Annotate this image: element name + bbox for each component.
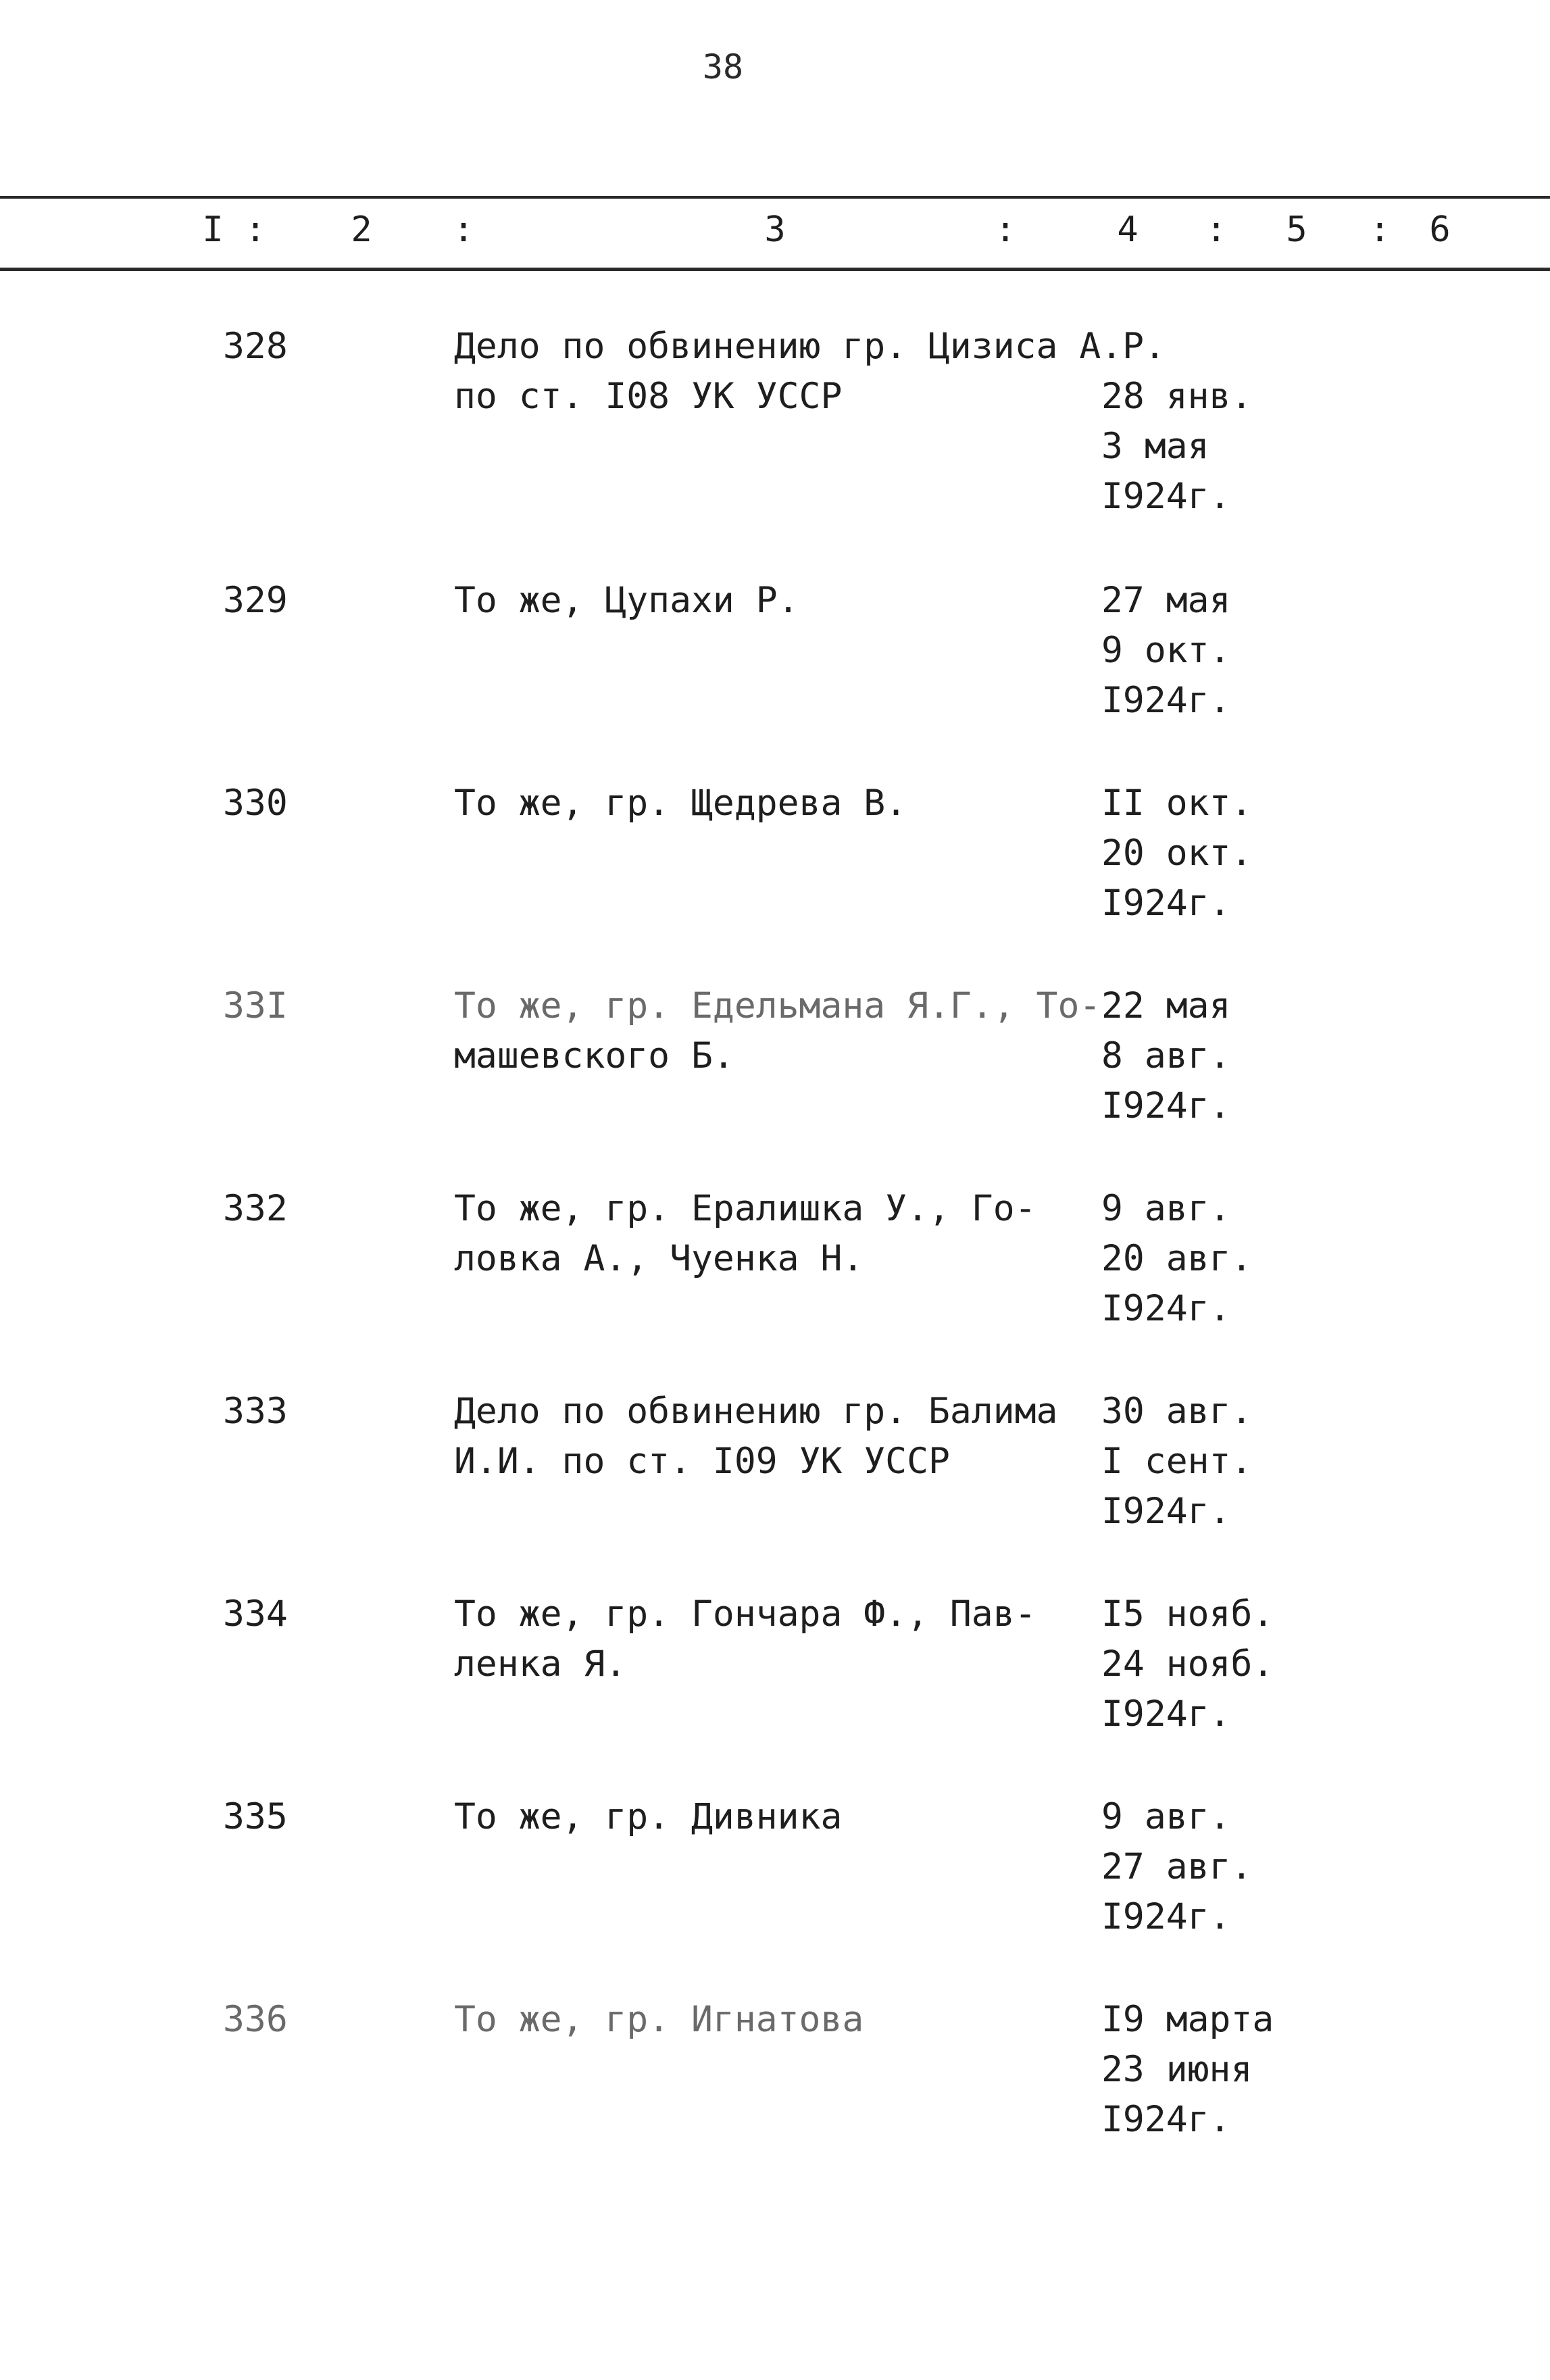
- date-start: I9 марта: [1101, 1999, 1274, 2040]
- list-item: [0, 576, 1550, 772]
- date-year: I924г.: [1101, 476, 1231, 517]
- list-item: [0, 778, 1550, 974]
- list-item: [0, 1184, 1550, 1380]
- date-start: 27 мая: [1101, 580, 1231, 621]
- column-separator: :: [1205, 209, 1227, 250]
- file-number: 333: [223, 1391, 288, 1432]
- list-item: [0, 1792, 1550, 1988]
- date-year: I924г.: [1101, 1085, 1231, 1126]
- description-line: по ст. I08 УК УССР: [454, 376, 843, 417]
- date-end: 27 авг.: [1101, 1846, 1253, 1887]
- date-start: 28 янв.: [1101, 376, 1253, 417]
- date-end: 8 авг.: [1101, 1035, 1231, 1076]
- date-end: I сент.: [1101, 1441, 1253, 1482]
- list-item: [0, 1589, 1550, 1785]
- date-year: I924г.: [1101, 1288, 1231, 1329]
- header-top-rule: [0, 196, 1550, 199]
- column-separator: :: [995, 209, 1016, 250]
- header-bottom-rule: [0, 268, 1550, 271]
- date-end: 9 окт.: [1101, 630, 1231, 671]
- list-item: [0, 322, 1550, 518]
- description-line: ловка А., Чуенка Н.: [454, 1238, 864, 1279]
- description-line: То же, гр. Едельмана Я.Г., То-: [454, 985, 1101, 1026]
- description-line: машевского Б.: [454, 1035, 734, 1076]
- description-line: Дело по обвинению гр. Балима: [454, 1391, 1058, 1432]
- file-number: 329: [223, 580, 288, 621]
- date-end: 3 мая: [1101, 426, 1209, 467]
- date-start: 22 мая: [1101, 985, 1231, 1026]
- column-header-1: I: [202, 209, 224, 250]
- description-line: Дело по обвинению гр. Цизиса А.Р.: [454, 326, 1166, 367]
- file-number: 328: [223, 326, 288, 367]
- description-line: То же, гр. Игнатова: [454, 1999, 864, 2040]
- list-item: [0, 1387, 1550, 1583]
- page-number: 38: [702, 47, 744, 86]
- date-start: II окт.: [1101, 783, 1253, 824]
- description-line: То же, гр. Гончара Ф., Пав-: [454, 1593, 1036, 1635]
- date-year: I924г.: [1101, 1693, 1231, 1735]
- file-number: 335: [223, 1796, 288, 1837]
- date-end: 20 окт.: [1101, 833, 1253, 874]
- column-header-5: 5: [1286, 209, 1307, 250]
- description-line: То же, гр. Дивника: [454, 1796, 843, 1837]
- date-end: 24 нояб.: [1101, 1643, 1274, 1685]
- date-year: I924г.: [1101, 1896, 1231, 1937]
- date-end: 23 июня: [1101, 2049, 1253, 2090]
- file-number: 33I: [223, 985, 288, 1026]
- description-line: И.И. по ст. I09 УК УССР: [454, 1441, 950, 1482]
- file-number: 334: [223, 1593, 288, 1635]
- file-number: 336: [223, 1999, 288, 2040]
- date-year: I924г.: [1101, 1491, 1231, 1532]
- column-separator: :: [453, 209, 474, 250]
- column-separator: :: [1369, 209, 1391, 250]
- date-year: I924г.: [1101, 680, 1231, 721]
- description-line: ленка Я.: [454, 1643, 627, 1685]
- description-line: То же, Цупахи Р.: [454, 580, 799, 621]
- date-year: I924г.: [1101, 883, 1231, 924]
- date-end: 20 авг.: [1101, 1238, 1253, 1279]
- column-header-2: 2: [351, 209, 372, 250]
- description-line: То же, гр. Щедрева В.: [454, 783, 907, 824]
- column-header-4: 4: [1117, 209, 1139, 250]
- file-number: 332: [223, 1188, 288, 1229]
- date-year: I924г.: [1101, 2099, 1231, 2140]
- date-start: 9 авг.: [1101, 1188, 1231, 1229]
- date-start: I5 нояб.: [1101, 1593, 1274, 1635]
- file-number: 330: [223, 783, 288, 824]
- date-start: 30 авг.: [1101, 1391, 1253, 1432]
- column-header-3: 3: [764, 209, 786, 250]
- description-line: То же, гр. Ералишка У., Го-: [454, 1188, 1036, 1229]
- date-start: 9 авг.: [1101, 1796, 1231, 1837]
- column-header-6: 6: [1429, 209, 1451, 250]
- list-item: [0, 1995, 1550, 2191]
- column-separator: :: [245, 209, 266, 250]
- list-item: [0, 981, 1550, 1177]
